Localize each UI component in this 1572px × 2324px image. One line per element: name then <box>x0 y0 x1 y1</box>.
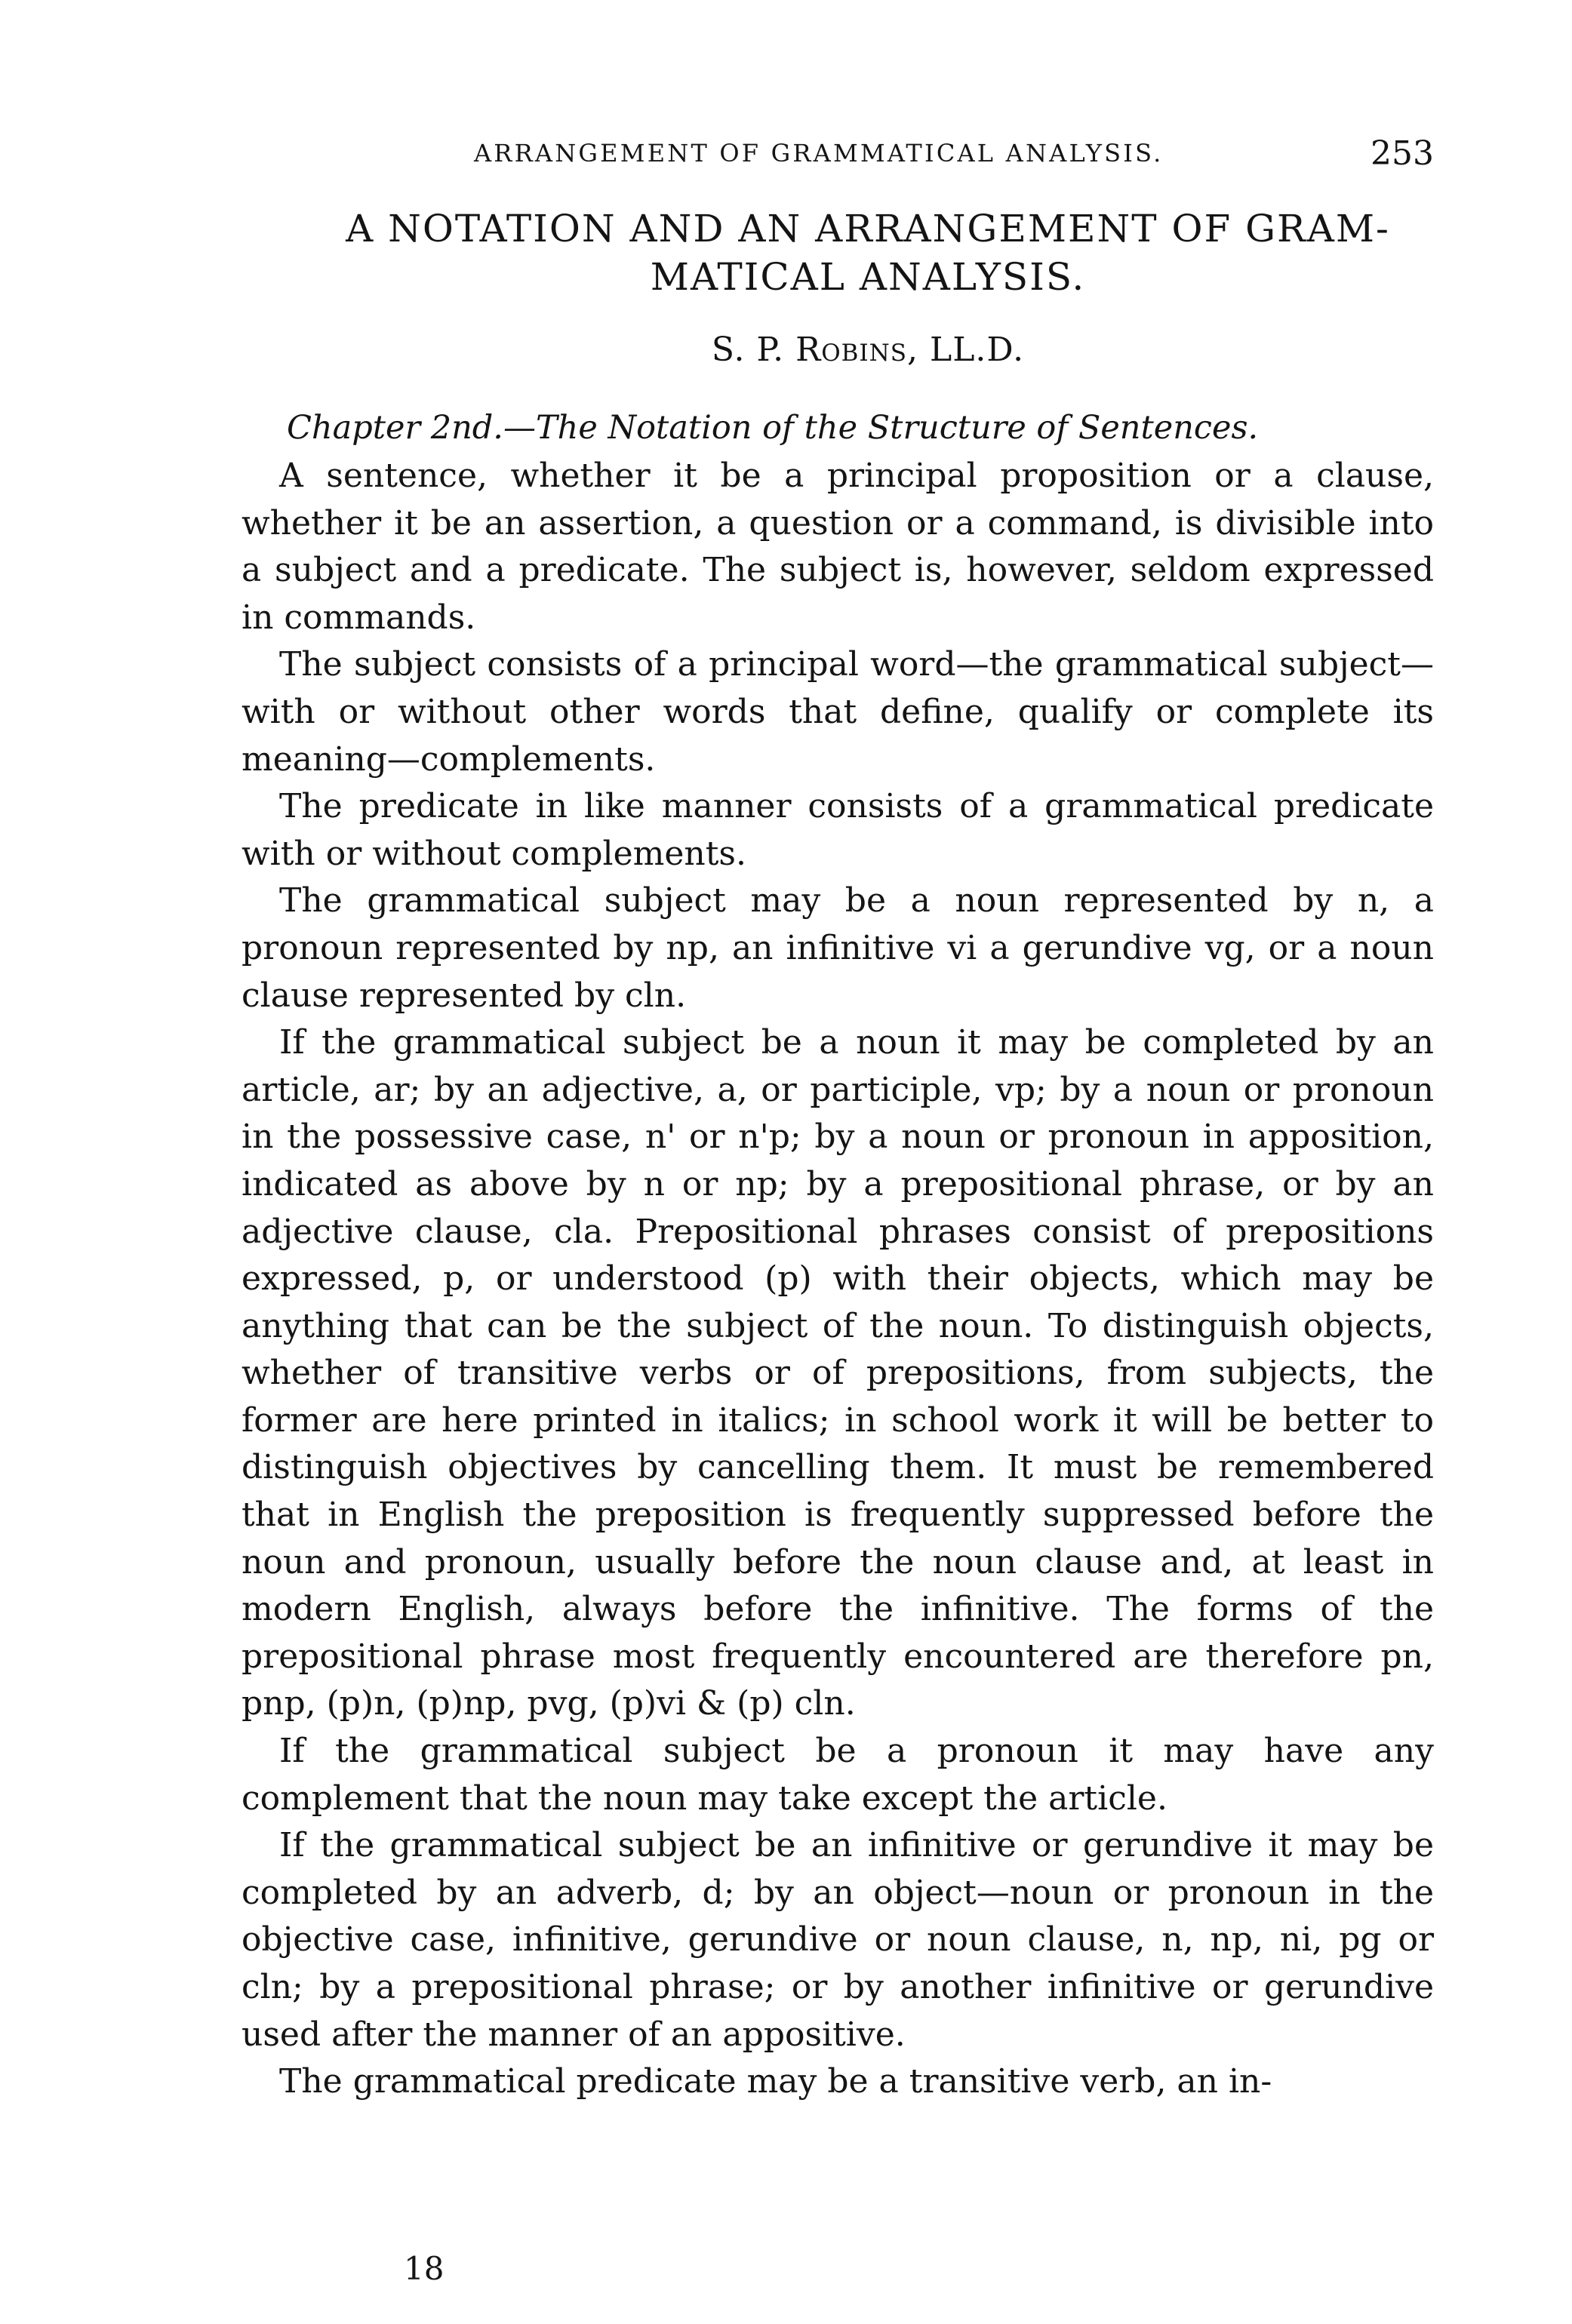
paragraph: The predicate in like manner consists of a grammatical predicate with or without complements. <box>241 787 1434 873</box>
page-number: 253 <box>1371 134 1434 173</box>
paragraph: If the grammatical subject be a pronoun it may have any complement that the noun may take except the article. <box>241 1732 1434 1818</box>
paragraph: The subject consists of a principal word—the grammatical subject—with or without other words that define, qualify or complete its meaning—complements. <box>241 645 1434 779</box>
running-head-title: ARRANGEMENT OF GRAMMATICAL ANALYSIS. <box>474 139 1164 168</box>
article-title-line-2: MATICAL ANALYSIS. <box>650 255 1086 299</box>
body-text <box>241 453 1434 2106</box>
paragraph: If the grammatical subject be an infinitive or gerundive it may be completed by an adverb, d; by an object—noun or pronoun in the objective case, infinitive, gerundive or noun clause, n, np, ni, pg or cln; by a prepositional phrase; or by another infinitive or gerundive used after the manner of an appositive. <box>241 1826 1434 2054</box>
running-head <box>423 134 1434 180</box>
chapter-heading: Chapter 2nd.—The Notation of the Structure of Sentences. <box>287 409 1259 447</box>
article-title-line-1: A NOTATION AND AN ARRANGEMENT OF GRAM- <box>346 207 1390 251</box>
signature-mark: 18 <box>404 2250 445 2287</box>
paragraph: The grammatical predicate may be a transitive verb, an in- <box>279 2062 1272 2101</box>
paragraph: The grammatical subject may be a noun represented by n, a pronoun represented by np, an infinitive vi a gerundive vg, or a noun clause represented by cln. <box>241 881 1434 1015</box>
paragraph: If the grammatical subject be a noun it may be completed by an article, ar; by an adjective, a, or participle, vp; by a noun or pronoun in the possessive case, n' or n'p; by a noun or pronoun in apposition, indicated as above by n or np; by a prepositional phrase, or by an adjective clause, cla. Prepositional phrases consist of prepositions expressed, p, or understood (p) with their objects, which may be anything that can be the subject of the noun. To distinguish objects, whether of transitive verbs or of prepositions, from subjects, the former are here printed in italics; in school work it will be better to distinguish objectives by cancelling them. It must be remembered that in English the preposition is frequently suppressed before the noun and pronoun, usually before the noun clause and, at least in modern English, always before the infinitive. The forms of the prepositional phrase most frequently encountered are therefore pn, pnp, (p)n, (p)np, pvg, (p)vi & (p) cln. <box>241 1023 1434 1723</box>
article-author: S. P. Robins, LL.D. <box>711 330 1025 369</box>
paragraph: A sentence, whether it be a principal proposition or a clause, whether it be an assertion, a question or a command, is divisible into a subject and a predicate. The subject is, however, seldom expressed in commands. <box>241 456 1434 637</box>
